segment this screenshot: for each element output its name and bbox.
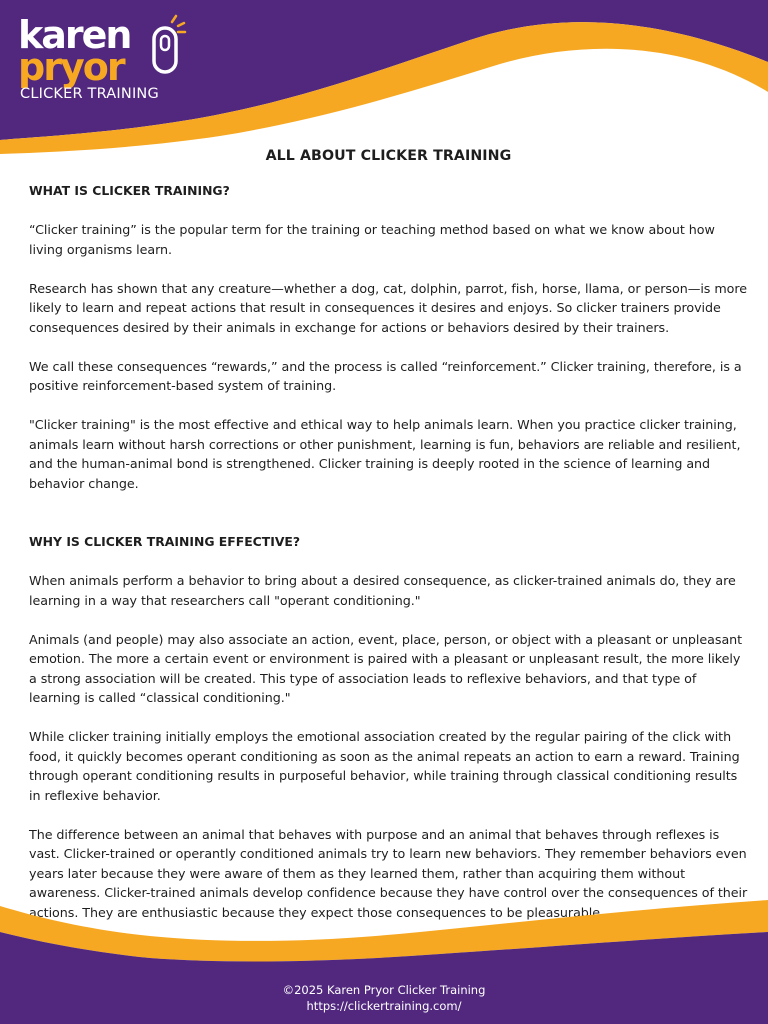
section-heading-why: WHY IS CLICKER TRAINING EFFECTIVE? (29, 534, 301, 549)
paragraph: While clicker training initially employs the emotional association created by the regular pairing of the click with food, it quickly becomes operant conditioning as soon as the animal repeats an action to earn a reward. Training through operant conditioning results in purposeful behavior, while training through classical conditioning results in reflexive behavior. (29, 729, 740, 803)
document-title: ALL ABOUT CLICKER TRAINING (265, 148, 512, 164)
paragraph: “Clicker training” is the popular term for the training or teaching method based on what we know about how living organisms learn. (29, 222, 715, 257)
footer-url-link[interactable]: https://clickertraining.com/ (306, 999, 462, 1013)
section-heading-what: WHAT IS CLICKER TRAINING? (29, 183, 230, 198)
paragraph: "Clicker training" is the most effective and ethical way to help animals learn. When you practice clicker training, animals learn without harsh corrections or other punishment, learning is fun, behaviors are reliable and resilient, and the human-animal bond is strengthened. Clicker training is deeply rooted in the science of learning and behavior change. (29, 417, 741, 491)
brand-logo[interactable] (18, 14, 178, 104)
logo-tagline: CLICKER TRAINING (20, 86, 159, 102)
paragraph: When animals perform a behavior to bring about a desired consequence, as clicker-trained animals do, they are learning in a way that researchers call "operant conditioning." (29, 573, 736, 608)
logo-word-karen: karen (18, 13, 131, 57)
logo-word-pryor: pryor (18, 45, 124, 89)
clicker-icon (148, 14, 188, 86)
paragraph: Animals (and people) may also associate an action, event, place, person, or object with a pleasant or unpleasant emotion. The more a certain event or environment is paired with a pleasant or unpleasant result, the more likely a strong association will be created. This type of association leads to reflexive behaviors, and that type of learning is called “classical conditioning." (29, 631, 743, 705)
paragraph: The difference between an animal that behaves with purpose and an animal that behaves through reflexes is vast. Clicker-trained or operantly conditioned animals try to learn new behaviors. They remember behaviors even years later because they were aware of them as they learned them, rather than acquiring them without awareness. Clicker-trained animals develop confidence because they have control over the consequences of their actions. They are enthusiastic because they expect those consequences to be pleasurable. (29, 826, 748, 920)
paragraph: We call these consequences “rewards,” and the process is called “reinforcement.” Clicker training, therefore, is a positive reinforcement-based system of training. (29, 358, 742, 393)
paragraph: Research has shown that any creature—whether a dog, cat, dolphin, parrot, fish, horse, llama, or person—is more likely to learn and repeat actions that result in consequences it desires and enjoys. So clicker trainers provide consequences desired by their animals in exchange for actions or behaviors desired by their trainers. (29, 280, 748, 335)
footer-copyright: ©2025 Karen Pryor Clicker Training (282, 983, 486, 997)
document-body (29, 146, 748, 922)
